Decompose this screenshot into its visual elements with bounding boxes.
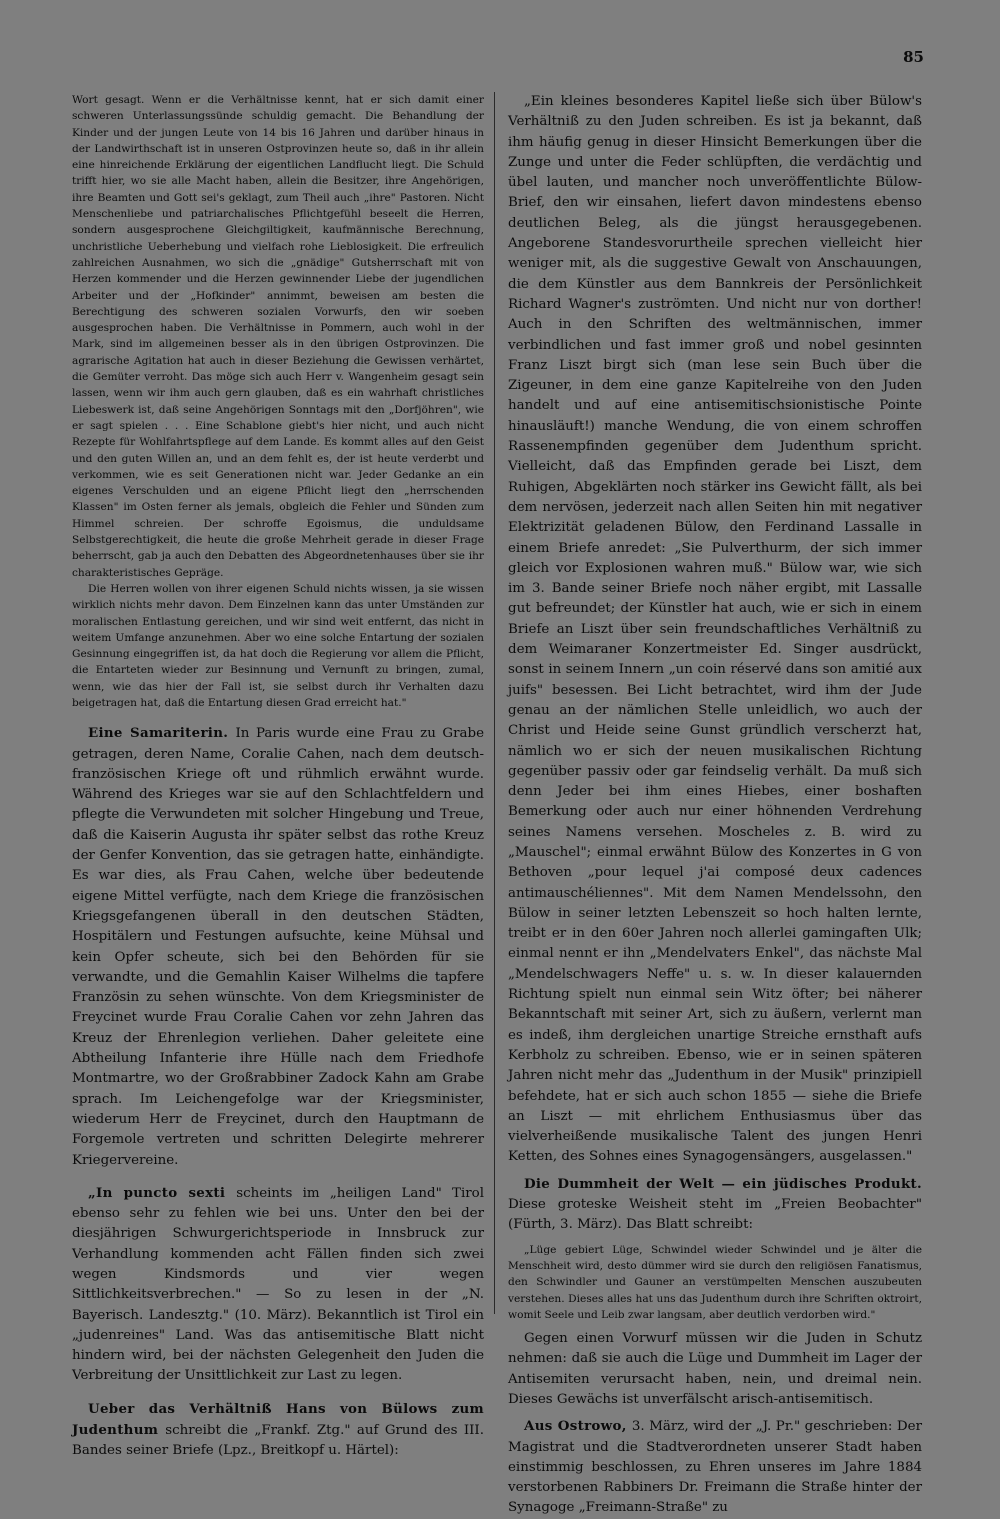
- buelow-text: schreibt die „Frankf. Ztg." auf Grund des III. Bandes seiner Briefe (Lpz., Breitkopf u. Härtel):: [72, 1423, 484, 1459]
- page-number: 85: [903, 48, 924, 66]
- samariterin-article: [72, 723, 484, 1171]
- right-column: [508, 92, 922, 1519]
- ostrowo-article: [508, 1416, 922, 1518]
- buelow-article: [72, 1399, 484, 1462]
- column-divider: [494, 92, 495, 1314]
- dummheit-heading: Die Dummheit der Welt — ein jüdisches Produkt.: [524, 1175, 922, 1192]
- dummheit-article: [508, 1174, 922, 1236]
- left-column: [72, 92, 484, 1462]
- dummheit-commentary: Gegen einen Vorwurf müssen wir die Juden in Schutz nehmen: daß sie auch die Lüge und Dummheit im Lager der Antisemiten verursacht haben, nein, und dreimal nein. Dieses Gewächs ist unverfälscht arisch-antisemitisch.: [508, 1331, 922, 1407]
- dummheit-text: Diese groteske Weisheit steht im „Freien Beobachter" (Fürth, 3. März). Das Blatt schreibt:: [508, 1197, 922, 1233]
- buelow-heading: Ueber das Verhältniß Hans von Bülows zum Judenthum: [72, 1400, 484, 1439]
- intro-paragraph-2: Die Herren wollen von ihrer eigenen Schuld nichts wissen, ja sie wissen wirklich nichts mehr davon. Dem Einzelnen kann das unter Umständen zur moralischen Entlastung gereichen, und wir sind weit entfernt, das nicht in weitem Umfange anzunehmen. Aber wo eine solche Entartung der sozialen Gesinnung eingegriffen ist, da hat doch die Regierung vor allem die Pflicht, die Entarteten wieder zur Besinnung und Vernunft zu bringen, zumal, wenn, wie das hier der Fall ist, sie selbst durch ihr Verhalten dazu beigetragen hat, daß die Entartung diesen Grad erreicht hat.": [72, 582, 484, 709]
- tirol-text: scheints im „heiligen Land" Tirol ebenso sehr zu fehlen wie bei uns. Unter den bei der diesjährigen Schwurgerichtsperiode in Innsbruck zur Verhandlung kommenden acht Fällen finden sich zwei wegen Kindsmords und vier wegen Sittlichkeitsverbrechen." — So zu lesen in der „N. Bayerisch. Landesztg." (10. März). Bekanntlich ist Tirol ein „judenreines" Land. Was das antisemitische Blatt nicht hindern wird, bei der nächsten Gelegenheit den Juden die Verbreitung der Unsittlichkeit zur Last zu legen.: [72, 1185, 484, 1384]
- tirol-heading: „In puncto sexti: [88, 1184, 237, 1201]
- samariterin-text: In Paris wurde eine Frau zu Grabe getragen, deren Name, Coralie Cahen, nach dem deutsch-französischen Kriege oft und rühmlich erwähnt wurde. Während des Krieges war sie auf den Schlachtfeldern und pflegte die Verwundeten mit solcher Hingebung und Treue, daß die Kaiserin Augusta ihr später selbst das rothe Kreuz der Genfer Konvention, das sie getragen hatte, einhändigte. Es war dies, als Frau Cahen, welche über bedeutende eigene Mittel verfügte, nach dem Kriege die französischen Kriegsgefangenen überall in den deutschen Städten, Hospitälern und Festungen aufsuchte, keine Mühsal und kein Opfer scheute, sich bei den Behörden für sie verwandte, und die Gemahlin Kaiser Wilhelms die tapfere Französin zu sehen wünschte. Von dem Kriegsminister de Freycinet wurde Frau Coralie Cahen vor zehn Jahren das Kreuz der Ehrenlegion verliehen. Daher geleitete eine Abtheilung Infanterie ihre Hülle nach dem Friedhofe Montmartre, wo der Großrabbiner Zadock Kahn am Grabe sprach. Im Leichengefolge war der Kriegsminister, wiederum Herr de Freycinet, durch den Hauptmann de Forgemole vertreten und schritten Delegirte mehrerer Kriegervereine.: [72, 726, 484, 1168]
- tirol-article: [72, 1183, 484, 1387]
- intro-paragraph-1: Wort gesagt. Wenn er die Verhältnisse kennt, hat er sich damit einer schweren Unterlassungssünde schuldig gemacht. Die Behandlung der Kinder und der jungen Leute von 14 bis 16 Jahren und darüber hinaus in der Landwirthschaft ist in unseren Ostprovinzen heute so, daß in ihr allein eine hinreichende Erklärung der eigentlichen Landflucht liegt. Die Schuld trifft hier, wo sie alle Macht haben, allein die Besitzer, ihre Angehörigen, ihre Beamten und Gott sei's geklagt, zum Theil auch „ihre" Pastoren. Nicht Menschenliebe und patriarchalisches Pflichtgefühl beseelt die Herren, sondern ausgesprochene Gleichgiltigkeit, kaufmännische Berechnung, unchristliche Ueberhebung und vielfach rohe Lieblosigkeit. Die erfreulich zahlreichen Ausnahmen, wo sich die „gnädige" Gutsherrschaft mit von Herzen kommender und die Herzen gewinnender Liebe der jugendlichen Arbeiter und der „Hofkinder" annimmt, beweisen am besten die Berechtigung des schweren sozialen Vorwurfs, den wir soeben ausgesprochen haben. Die Verhältnisse in Pommern, auch wohl in der Mark, sind im allgemeinen besser als in den übrigen Ostprovinzen. Die agrarische Agitation hat auch in dieser Beziehung die Gewissen verhärtet, die Gemüter verroht. Das möge sich auch Herr v. Wangenheim gesagt sein lassen, wenn wir ihm auch gern glauben, daß es ein wahrhaft christliches Liebeswerk ist, daß seine Angehörigen Sonntags mit den „Dorfjöhren", wie er sagt spielen . . . Eine Schablone giebt's hier nicht, und auch nicht Rezepte für Wohlfahrtspflege auf dem Lande. Es kommt alles auf den Geist und den guten Willen an, und an dem fehlt es, der ist heute verderbt und verkommen, wie es seit Generationen nicht war. Jeder Gedanke an ein eigenes Verschulden und an eigene Pflicht liegt den „herrschenden Klassen" im Osten ferner als jemals, obgleich die Fehler und Sünden zum Himmel schreien. Der schroffe Egoismus, die unduldsame Selbstgerechtigkeit, die heute die große Mehrheit gerade in dieser Frage beherrscht, gab ja auch den Debatten des Abgeordnetenhauses über sie ihr charakteristisches Gepräge.: [72, 94, 484, 579]
- samariterin-heading: Eine Samariterin.: [88, 725, 236, 742]
- ostrowo-text: 3. März, wird der „J. Pr." geschrieben: Der Magistrat und die Stadtverordneten unserer Stadt haben einstimmig beschlossen, zu Ehren unseres im Jahre 1884 verstorbenen Rabbiners Dr. Freimann die Straße hinter der Synagoge „Freimann-Straße" zu: [508, 1419, 922, 1516]
- dummheit-quote: „Lüge gebiert Lüge, Schwindel wieder Schwindel und je älter die Menschheit wird, desto dümmer wird sie durch den religiösen Fanatismus, den Schwindler und Gauner an verstümpelten Menschen auszubeuten verstehen. Dieses alles hat uns das Judenthum durch ihre Schriften oktroirt, womit Seele und Leib zwar langsam, aber deutlich verdorben wird.": [508, 1243, 922, 1321]
- buelow-article-continued: „Ein kleines besonderes Kapitel ließe sich über Bülow's Verhältniß zu den Juden schreiben. Es ist ja bekannt, daß ihm häufig genug in dieser Hinsicht Bemerkungen über die Zunge und unter die Feder schlüpften, die verdächtig und übel lauten, und mancher noch unveröffentlichte Bülow-Brief, den wir einsahen, liefert davon mindestens ebenso deutlichen Beleg, als die jüngst herausgegebenen. Angeborene Standesvorurtheile sprechen vielleicht hier weniger mit, als die suggestive Gewalt von Anschauungen, die dem Künstler aus dem Bannkreis der Persönlichkeit Richard Wagner's zuströmten. Und nicht nur von dorther! Auch in den Schriften des weltmännischen, immer verbindlichen und fast immer groß und nobel gesinnten Franz Liszt birgt sich (man lese sein Buch über die Zigeuner, in dem eine ganze Kapitelreihe von den Juden handelt und auf eine antisemitischsionistische Pointe hinausläuft!) manche Wendung, die von einem schroffen Rassenempfinden gegenüber dem Judenthum spricht. Vielleicht, daß das Empfinden gerade bei Liszt, dem Ruhigen, Abgeklärten noch stärker ins Gewicht fällt, als bei dem nervösen, jederzeit nach allen Seiten hin mit negativer Elektrizität geladenen Bülow, den Ferdinand Lassalle in einem Briefe anredet: „Sie Pulverthurm, der sich immer gleich vor Explosionen wahren muß." Bülow war, wie sich im 3. Bande seiner Briefe noch näher ergibt, mit Lassalle gut befreundet; der Künstler hat auch, wie er sich in einem Briefe an Liszt über sein freundschaftliches Verhältniß zu dem Weimaraner Konzertmeister Ed. Singer ausdrückt, sonst in seinem Innern „un coin réservé dans son amitié aux juifs" besessen. Bei Licht betrachtet, wird ihm der Jude genau an der nämlichen Stelle unleidlich, wo auch der Christ und Heide seine Gunst gründlich verscherzt hat, nämlich wo er sich der neuen musikalischen Richtung gegenüber passiv oder gar feindselig verhält. Da muß sich denn Jeder bei ihm eines Hiebes, einer boshaften Bemerkung oder auch nur einer höhnenden Verdrehung seines Namens versehen. Moscheles z. B. wird zu „Mauschel"; einmal erwähnt Bülow des Konzertes in G von Bethoven „pour lequel j'ai composé deux cadences antimauschéliennes". Mit dem Namen Mendelssohn, den Bülow in seiner letzten Lebenszeit so hoch halten lernte, treibt er in den 60er Jahren noch allerlei gamingaften Ulk; einmal nennt er ihn „Mendelvaters Enkel", das nächste Mal „Mendelschwagers Neffe" u. s. w. In dieser kalauernden Richtung spielt nun einmal sein Witz öfter; bei näherer Bekanntschaft mit seiner Art, sich zu äußern, verlernt man es indeß, ihm dergleichen unartige Streiche ernsthaft aufs Kerbholz zu schreiben. Ebenso, wie er in seinen späteren Jahren nicht mehr das „Judenthum in der Musik" prinzipiell befehdete, hat er sich auch schon 1855 — siehe die Briefe an Liszt — mit ehrlichem Enthusiasmus über das vielverheißende musikalische Talent des jungen Henri Ketten, des Sohnes eines Synagogensängers, ausgelassen.": [508, 94, 922, 1165]
- ostrowo-heading: Aus Ostrowo,: [524, 1418, 632, 1435]
